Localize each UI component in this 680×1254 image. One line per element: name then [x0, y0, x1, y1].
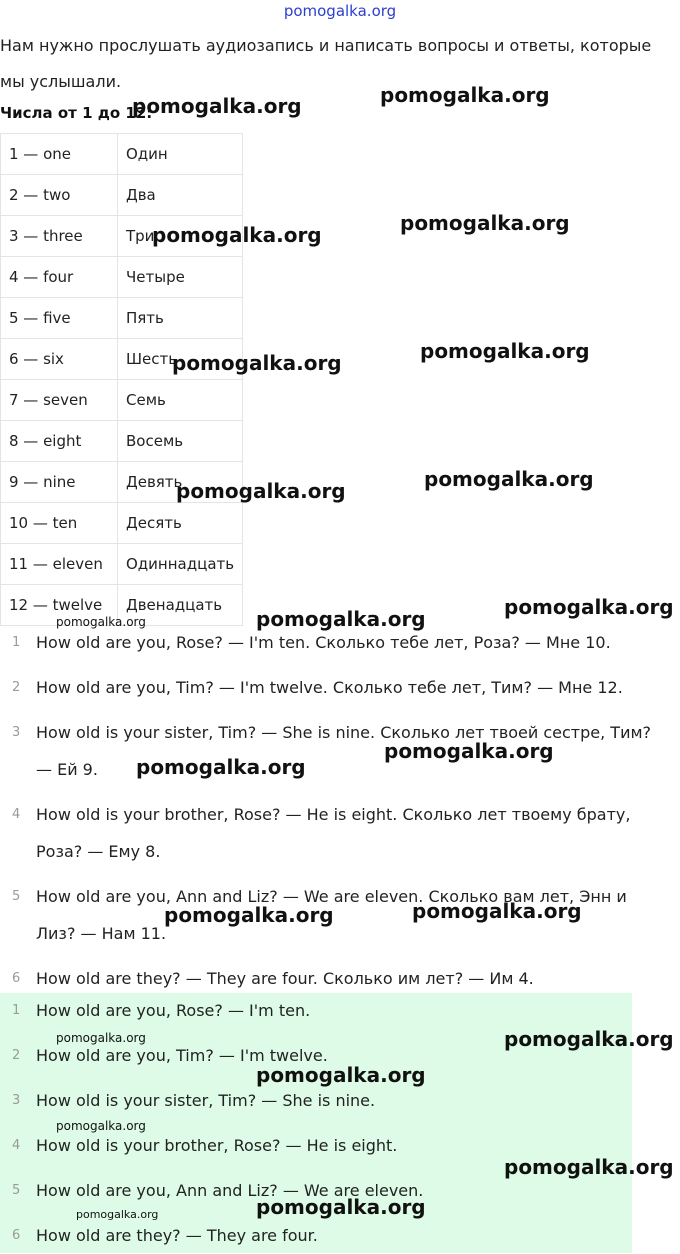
watermark: pomogalka.org: [136, 755, 306, 779]
watermark: pomogalka.org: [384, 739, 554, 763]
item-number: 6: [12, 971, 21, 986]
number-ru: Десять: [118, 503, 243, 544]
number-en: 5 — five: [1, 298, 118, 339]
item-text: How old is your brother, Rose? — He is eight.: [36, 1136, 398, 1155]
watermark: pomogalka.org: [420, 339, 590, 363]
item-number: 5: [12, 1183, 21, 1198]
number-en: 8 — eight: [1, 421, 118, 462]
item-text: How old are you, Tim? — I'm twelve.: [36, 1046, 328, 1065]
number-ru: Четыре: [118, 257, 243, 298]
table-row: [1, 503, 243, 544]
watermark: pomogalka.org: [56, 1031, 146, 1045]
watermark: pomogalka.org: [56, 1119, 146, 1133]
table-row: [1, 134, 243, 175]
watermark: pomogalka.org: [256, 1063, 426, 1087]
watermark: pomogalka.org: [412, 899, 582, 923]
watermark: pomogalka.org: [132, 94, 302, 118]
item-number: 4: [12, 1138, 21, 1153]
number-en: 12 — twelve: [1, 585, 118, 626]
table-row: [1, 175, 243, 216]
item-text: How old is your brother, Rose? — He is eight. Сколько лет твоему брату, Роза? — Ему 8.: [36, 805, 631, 861]
item-number: 3: [12, 1093, 21, 1108]
item-text: How old is your sister, Tim? — She is nine. Сколько лет твоей сестре, Тим? — Ей 9.: [36, 723, 652, 779]
translation-list: [0, 624, 680, 997]
list-item: [0, 960, 680, 997]
table-row: [1, 298, 243, 339]
number-ru: Два: [118, 175, 243, 216]
number-ru: Одиннадцать: [118, 544, 243, 585]
intro-text: Нам нужно прослушать аудиозапись и написать вопросы и ответы, которые мы услышали.: [0, 36, 652, 91]
watermark: pomogalka.org: [56, 615, 146, 629]
number-en: 10 — ten: [1, 503, 118, 544]
number-en: 6 — six: [1, 339, 118, 380]
watermark: pomogalka.org: [400, 211, 570, 235]
number-en: 3 — three: [1, 216, 118, 257]
item-text: How old are you, Ann and Liz? — We are eleven.: [36, 1181, 424, 1200]
watermark: pomogalka.org: [504, 595, 674, 619]
list-item: [0, 796, 680, 870]
number-en: 7 — seven: [1, 380, 118, 421]
item-text: How old are you, Tim? — I'm twelve. Сколько тебе лет, Тим? — Мне 12.: [36, 678, 623, 697]
number-ru: Семь: [118, 380, 243, 421]
answer-item: [0, 1218, 632, 1254]
list-item: [0, 669, 680, 706]
item-text: How old are they? — They are four. Сколько им лет? — Им 4.: [36, 969, 534, 988]
item-number: 6: [12, 1228, 21, 1243]
item-number: 4: [12, 807, 21, 822]
number-ru: Восемь: [118, 421, 243, 462]
watermark: pomogalka.org: [380, 83, 550, 107]
item-number: 2: [12, 680, 21, 695]
item-number: 3: [12, 725, 21, 740]
number-ru: Шесть: [118, 339, 243, 380]
table-row: [1, 380, 243, 421]
table-row: [1, 421, 243, 462]
item-number: 2: [12, 1048, 21, 1063]
table-row: [1, 544, 243, 585]
watermark: pomogalka.org: [152, 223, 322, 247]
numbers-heading: Числа от 1 до 12:: [0, 104, 153, 122]
item-text: How old are they? — They are four.: [36, 1226, 318, 1245]
item-text: How old are you, Ann and Liz? — We are eleven. Сколько вам лет, Энн и Лиз? — Нам 11.: [36, 887, 627, 943]
number-en: 1 — one: [1, 134, 118, 175]
watermark: pomogalka.org: [256, 1195, 426, 1219]
number-en: 4 — four: [1, 257, 118, 298]
number-en: 11 — eleven: [1, 544, 118, 585]
watermark: pomogalka.org: [504, 1155, 674, 1179]
number-en: 2 — two: [1, 175, 118, 216]
item-number: 5: [12, 889, 21, 904]
number-ru: Пять: [118, 298, 243, 339]
site-header-watermark: pomogalka.org: [283, 2, 397, 20]
number-ru: Девять: [118, 462, 243, 503]
table-row: [1, 257, 243, 298]
answer-item: [0, 1083, 632, 1119]
item-text: How old are you, Rose? — I'm ten.: [36, 1001, 311, 1020]
watermark: pomogalka.org: [256, 607, 426, 631]
answer-item: [0, 993, 632, 1029]
item-number: 1: [12, 1003, 21, 1018]
watermark: pomogalka.org: [76, 1208, 159, 1221]
list-item: [0, 714, 680, 788]
item-number: 1: [12, 635, 21, 650]
watermark: pomogalka.org: [504, 1027, 674, 1051]
item-text: How old is your sister, Tim? — She is nine.: [36, 1091, 376, 1110]
watermark: pomogalka.org: [424, 467, 594, 491]
numbers-table: [0, 133, 243, 626]
watermark: pomogalka.org: [164, 903, 334, 927]
number-ru: Три: [118, 216, 243, 257]
watermark: pomogalka.org: [172, 351, 342, 375]
number-ru: Двенадцать: [118, 585, 243, 626]
number-ru: Один: [118, 134, 243, 175]
item-text: How old are you, Rose? — I'm ten. Сколько тебе лет, Роза? — Мне 10.: [36, 633, 611, 652]
watermark: pomogalka.org: [176, 479, 346, 503]
number-en: 9 — nine: [1, 462, 118, 503]
